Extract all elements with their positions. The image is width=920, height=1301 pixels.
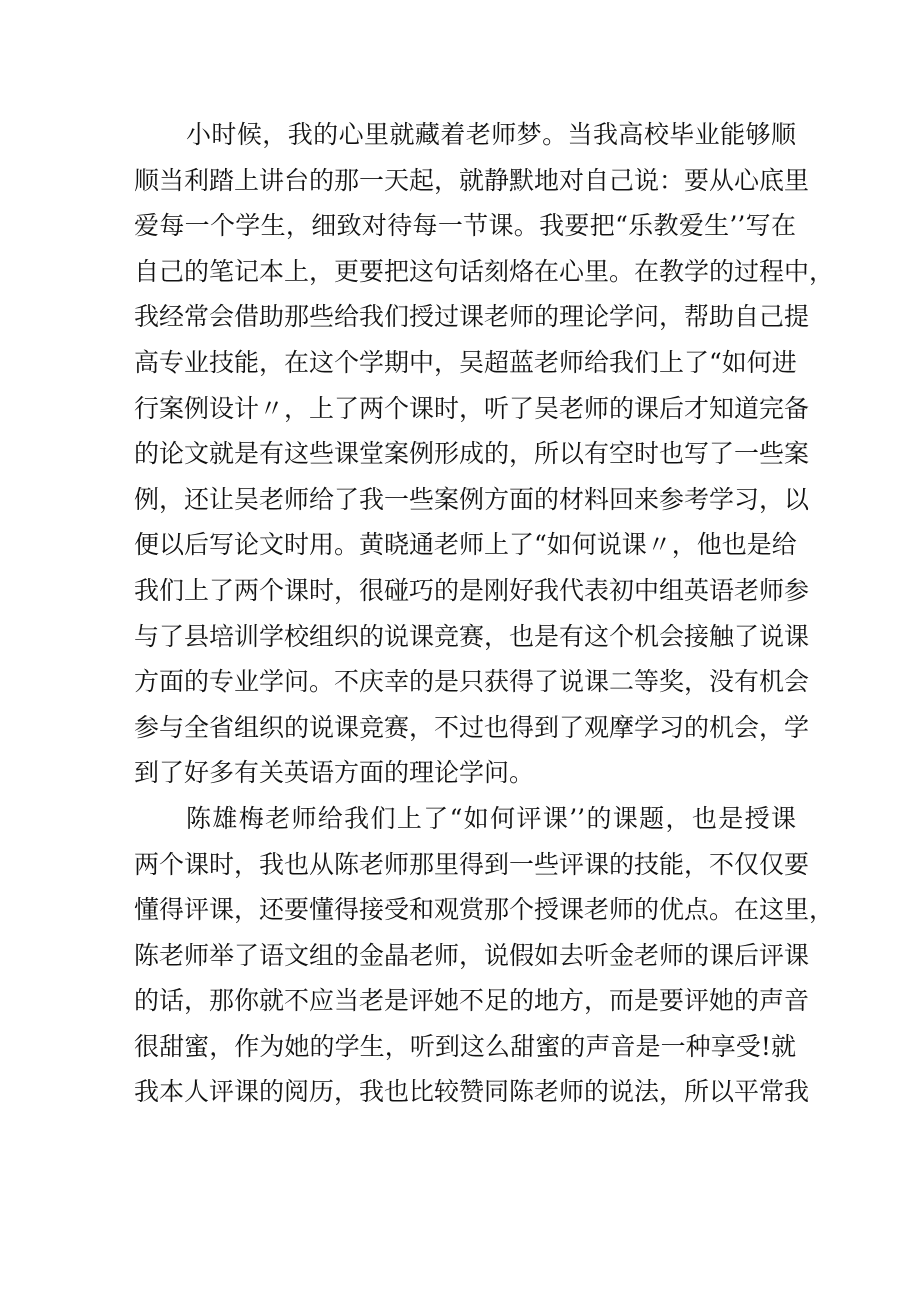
- paragraph-2-line-7: 我本人评课的阅历，我也比较赞同陈老师的说法，所以平常我: [134, 1077, 810, 1107]
- paragraph-1-line-13: 方面的专业学问。不庆幸的是只获得了说课二等奖，没有机会: [134, 667, 810, 697]
- paragraph-2-line-2: 两个课时，我也从陈老师那里得到一些评课的技能，不仅仅要: [134, 849, 810, 879]
- body-text: [134, 112, 835, 1115]
- paragraph-1-line-8: 的论文就是有这些课堂案例形成的，所以有空时也写了一些案: [134, 439, 810, 469]
- paragraph-1-line-15: 到了好多有关英语方面的理论学问。: [134, 758, 535, 788]
- paragraph-2-line-5: 的话，那你就不应当老是评她不足的地方，而是要评她的声音: [134, 986, 810, 1016]
- paragraph-2-line-3: 懂得评课，还要懂得接受和观赏那个授课老师的优点。在这里，: [134, 895, 835, 925]
- paragraph-1-line-7: 行案例设计〃，上了两个课时，听了吴老师的课后才知道完备: [134, 393, 810, 423]
- paragraph-1-line-11: 我们上了两个课时，很碰巧的是刚好我代表初中组英语老师参: [134, 575, 810, 605]
- paragraph-1-line-3: 爱每一个学生，细致对待每一节课。我要把“乐教爱生’’写在: [134, 211, 796, 241]
- paragraph-1-line-10: 便以后写论文时用。黄晓通老师上了“如何说课〃，他也是给: [134, 530, 797, 560]
- paragraph-1-line-1: 小时候，我的心里就藏着老师梦。当我高校毕业能够顺: [186, 120, 796, 149]
- paragraph-2-line-4: 陈老师举了语文组的金晶老师，说假如去听金老师的课后评课: [134, 940, 810, 970]
- paragraph-1-line-5: 我经常会借助那些给我们授过课老师的理论学问，帮助自己提: [134, 302, 810, 332]
- paragraph-1-line-9: 例，还让吴老师给了我一些案例方面的材料回来参考学习，以: [134, 484, 810, 514]
- paragraph-1-line-14: 参与全省组织的说课竞赛，不过也得到了观摩学习的机会，学: [134, 712, 810, 742]
- paragraph-1-line-6: 高专业技能，在这个学期中，吴超蓝老师给我们上了“如何进: [134, 347, 797, 377]
- paragraph-1-line-12: 与了县培训学校组织的说课竞赛，也是有这个机会接触了说课: [134, 621, 810, 651]
- paragraph-1-line-4: 自己的笔记本上，更要把这句话刻烙在心里。在教学的过程中，: [134, 256, 835, 286]
- paragraph-2-line-6: 很甜蜜，作为她的学生，听到这么甜蜜的声音是一种享受!就: [134, 1031, 796, 1061]
- paragraph-1-line-2: 顺当利踏上讲台的那一天起，就静默地对自己说：要从心底里: [134, 165, 810, 195]
- paragraph-2-line-1: 陈雄梅老师给我们上了“如何评课’’的课题，也是授课: [186, 803, 796, 833]
